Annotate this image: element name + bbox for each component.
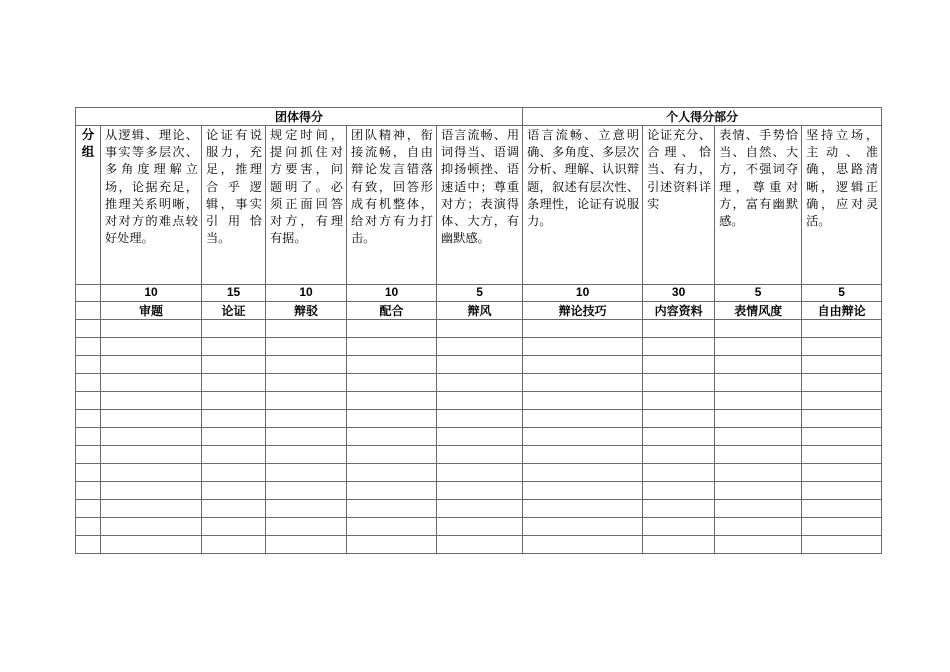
score-entry-cell[interactable]: [266, 446, 347, 464]
score-entry-cell[interactable]: [523, 446, 643, 464]
criteria-cell: 坚持立场，主动、准确，思路清晰，逻辑正确，应对灵活。: [802, 126, 882, 285]
score-row-lead-cell: [76, 285, 101, 302]
category-row-lead-cell: [76, 302, 101, 320]
score-entry-cell[interactable]: [347, 518, 437, 536]
score-entry-cell[interactable]: [715, 464, 802, 482]
score-entry-cell[interactable]: [76, 536, 101, 554]
score-entry-cell[interactable]: [76, 392, 101, 410]
score-cell: 10: [523, 285, 643, 302]
score-entry-cell[interactable]: [643, 518, 715, 536]
score-entry-cell[interactable]: [76, 410, 101, 428]
score-entry-cell[interactable]: [76, 338, 101, 356]
score-row: [76, 285, 882, 302]
score-entry-cell[interactable]: [437, 482, 523, 500]
score-cell: 30: [643, 285, 715, 302]
score-entry-row: [76, 482, 882, 500]
score-entry-cell[interactable]: [715, 500, 802, 518]
score-entry-cell[interactable]: [437, 392, 523, 410]
score-entry-cell[interactable]: [76, 464, 101, 482]
score-entry-cell[interactable]: [643, 536, 715, 554]
score-entry-cell[interactable]: [266, 428, 347, 446]
score-entry-cell[interactable]: [643, 428, 715, 446]
score-entry-cell[interactable]: [101, 374, 202, 392]
score-entry-cell[interactable]: [266, 518, 347, 536]
score-entry-cell[interactable]: [643, 392, 715, 410]
score-entry-cell[interactable]: [202, 536, 266, 554]
team-score-header: 团体得分: [76, 108, 523, 126]
score-entry-row: [76, 320, 882, 338]
group-label: 分组: [76, 126, 101, 285]
score-entry-cell[interactable]: [347, 536, 437, 554]
score-entry-cell[interactable]: [101, 320, 202, 338]
criteria-cell: 论证充分、合理、恰当、有力，引述资料详实: [643, 126, 715, 285]
score-cell: 5: [437, 285, 523, 302]
score-entry-cell[interactable]: [347, 356, 437, 374]
score-entry-cell[interactable]: [266, 374, 347, 392]
criteria-cell: 论证有说服力，充足，推理合乎逻辑，事实引用恰当。: [202, 126, 266, 285]
score-entry-row: [76, 500, 882, 518]
score-entry-cell[interactable]: [437, 356, 523, 374]
score-entry-cell[interactable]: [202, 428, 266, 446]
score-entry-cell[interactable]: [76, 518, 101, 536]
score-entry-cell[interactable]: [715, 428, 802, 446]
score-entry-cell[interactable]: [101, 500, 202, 518]
category-cell: 内容资料: [643, 302, 715, 320]
score-entry-cell[interactable]: [202, 446, 266, 464]
score-entry-cell[interactable]: [266, 320, 347, 338]
score-entry-cell[interactable]: [523, 518, 643, 536]
score-entry-cell[interactable]: [101, 536, 202, 554]
score-entry-cell[interactable]: [523, 320, 643, 338]
score-entry-cell[interactable]: [347, 338, 437, 356]
score-entry-cell[interactable]: [76, 374, 101, 392]
category-cell: 审题: [101, 302, 202, 320]
score-entry-cell[interactable]: [347, 410, 437, 428]
score-cell: 5: [802, 285, 882, 302]
score-cell: 10: [347, 285, 437, 302]
score-entry-cell[interactable]: [523, 374, 643, 392]
score-entry-cell[interactable]: [202, 410, 266, 428]
score-entry-cell[interactable]: [347, 392, 437, 410]
score-entry-cell[interactable]: [715, 482, 802, 500]
score-entry-cell[interactable]: [643, 320, 715, 338]
score-entry-cell[interactable]: [643, 338, 715, 356]
score-entry-cell[interactable]: [202, 482, 266, 500]
score-entry-cell[interactable]: [643, 374, 715, 392]
score-entry-row: [76, 392, 882, 410]
score-entry-cell[interactable]: [715, 320, 802, 338]
score-entry-cell[interactable]: [715, 356, 802, 374]
category-cell: 辩风: [437, 302, 523, 320]
debate-score-table: [75, 107, 882, 554]
score-entry-cell[interactable]: [202, 374, 266, 392]
score-entry-cell[interactable]: [802, 356, 882, 374]
score-entry-cell[interactable]: [802, 374, 882, 392]
header-row: [76, 108, 882, 126]
score-entry-cell[interactable]: [802, 428, 882, 446]
score-entry-cell[interactable]: [266, 500, 347, 518]
score-entry-cell[interactable]: [715, 410, 802, 428]
score-entry-cell[interactable]: [437, 338, 523, 356]
score-entry-cell[interactable]: [76, 428, 101, 446]
score-entry-cell[interactable]: [202, 500, 266, 518]
score-entry-cell[interactable]: [101, 338, 202, 356]
category-cell: 自由辩论: [802, 302, 882, 320]
score-entry-cell[interactable]: [202, 338, 266, 356]
criteria-cell: 语言流畅、立意明确、多角度、多层次分析、理解、认识辩题，叙述有层次性、条理性，论证有说服力。: [523, 126, 643, 285]
score-entry-cell[interactable]: [76, 482, 101, 500]
score-entry-cell[interactable]: [437, 536, 523, 554]
score-entry-cell[interactable]: [76, 446, 101, 464]
score-cell: 10: [266, 285, 347, 302]
score-entry-cell[interactable]: [643, 464, 715, 482]
score-entry-cell[interactable]: [643, 410, 715, 428]
category-cell: 论证: [202, 302, 266, 320]
score-entry-cell[interactable]: [101, 518, 202, 536]
score-entry-cell[interactable]: [802, 320, 882, 338]
score-entry-cell[interactable]: [437, 464, 523, 482]
score-entry-row: [76, 464, 882, 482]
score-entry-cell[interactable]: [437, 320, 523, 338]
score-entry-cell[interactable]: [643, 446, 715, 464]
score-entry-row: [76, 446, 882, 464]
score-entry-cell[interactable]: [523, 482, 643, 500]
score-cell: 5: [715, 285, 802, 302]
score-entry-cell[interactable]: [76, 500, 101, 518]
score-entry-row: [76, 356, 882, 374]
score-entry-row: [76, 536, 882, 554]
score-cell: 15: [202, 285, 266, 302]
score-entry-cell[interactable]: [101, 392, 202, 410]
score-entry-cell[interactable]: [101, 464, 202, 482]
score-entry-row: [76, 374, 882, 392]
score-entry-cell[interactable]: [266, 392, 347, 410]
score-entry-cell[interactable]: [802, 482, 882, 500]
category-cell: 表情风度: [715, 302, 802, 320]
score-entry-cell[interactable]: [347, 500, 437, 518]
score-entry-cell[interactable]: [266, 410, 347, 428]
score-entry-cell[interactable]: [523, 338, 643, 356]
score-entry-cell[interactable]: [523, 356, 643, 374]
score-entry-cell[interactable]: [715, 374, 802, 392]
score-entry-cell[interactable]: [101, 410, 202, 428]
score-entry-cell[interactable]: [802, 338, 882, 356]
score-entry-cell[interactable]: [643, 500, 715, 518]
score-entry-cell[interactable]: [437, 410, 523, 428]
criteria-cell: 规定时间，提问抓住对方要害，问题明了。必须正面回答对方，有理有据。: [266, 126, 347, 285]
score-entry-cell[interactable]: [437, 428, 523, 446]
score-entry-cell[interactable]: [437, 374, 523, 392]
score-entry-cell[interactable]: [347, 482, 437, 500]
category-cell: 辩论技巧: [523, 302, 643, 320]
category-cell: 辩驳: [266, 302, 347, 320]
score-entry-cell[interactable]: [202, 356, 266, 374]
score-entry-cell[interactable]: [523, 410, 643, 428]
individual-score-header: 个人得分部分: [523, 108, 882, 126]
score-entry-row: [76, 410, 882, 428]
score-entry-cell[interactable]: [523, 428, 643, 446]
score-entry-cell[interactable]: [643, 356, 715, 374]
score-entry-row: [76, 338, 882, 356]
score-cell: 10: [101, 285, 202, 302]
score-entry-cell[interactable]: [715, 338, 802, 356]
score-entry-cell[interactable]: [202, 518, 266, 536]
score-entry-cell[interactable]: [347, 428, 437, 446]
score-entry-cell[interactable]: [802, 392, 882, 410]
criteria-cell: 从逻辑、理论、事实等多层次、多角度理解立场，论据充足，推理关系明晰，对对方的难点较好处理。: [101, 126, 202, 285]
category-row: [76, 302, 882, 320]
score-entry-cell[interactable]: [437, 500, 523, 518]
score-entry-cell[interactable]: [266, 536, 347, 554]
score-entry-cell[interactable]: [202, 464, 266, 482]
score-entry-row: [76, 518, 882, 536]
score-entry-cell[interactable]: [715, 536, 802, 554]
score-entry-cell[interactable]: [76, 320, 101, 338]
score-entry-cell[interactable]: [347, 464, 437, 482]
score-entry-cell[interactable]: [802, 518, 882, 536]
score-entry-cell[interactable]: [202, 320, 266, 338]
score-entry-cell[interactable]: [101, 446, 202, 464]
criteria-row: [76, 126, 882, 285]
score-entry-cell[interactable]: [523, 464, 643, 482]
score-entry-cell[interactable]: [523, 392, 643, 410]
score-entry-cell[interactable]: [715, 392, 802, 410]
criteria-cell: 语言流畅、用词得当、语调抑扬顿挫、语速适中；尊重对方；表演得体、大方，有幽默感。: [437, 126, 523, 285]
score-entry-cell[interactable]: [101, 482, 202, 500]
score-entry-cell[interactable]: [76, 356, 101, 374]
score-entry-cell[interactable]: [802, 410, 882, 428]
score-entry-cell[interactable]: [643, 482, 715, 500]
score-entry-cell[interactable]: [347, 320, 437, 338]
score-entry-cell[interactable]: [802, 446, 882, 464]
score-entry-cell[interactable]: [523, 536, 643, 554]
score-entry-cell[interactable]: [266, 464, 347, 482]
score-entry-cell[interactable]: [101, 428, 202, 446]
score-entry-cell[interactable]: [266, 482, 347, 500]
score-entry-row: [76, 428, 882, 446]
score-entry-cell[interactable]: [202, 392, 266, 410]
score-entry-cell[interactable]: [347, 374, 437, 392]
score-entry-cell[interactable]: [266, 356, 347, 374]
score-entry-cell[interactable]: [266, 338, 347, 356]
score-entry-cell[interactable]: [802, 536, 882, 554]
score-entry-cell[interactable]: [437, 518, 523, 536]
score-entry-cell[interactable]: [715, 446, 802, 464]
score-entry-cell[interactable]: [715, 518, 802, 536]
score-entry-cell[interactable]: [802, 500, 882, 518]
score-entry-cell[interactable]: [802, 464, 882, 482]
category-cell: 配合: [347, 302, 437, 320]
criteria-cell: 表情、手势恰当、自然、大方，不强词夺理，尊重对方，富有幽默感。: [715, 126, 802, 285]
score-entry-cell[interactable]: [101, 356, 202, 374]
score-entry-cell[interactable]: [347, 446, 437, 464]
score-entry-cell[interactable]: [437, 446, 523, 464]
criteria-cell: 团队精神，衔接流畅，自由辩论发言错落有致，回答形成有机整体，给对方有力打击。: [347, 126, 437, 285]
score-entry-cell[interactable]: [523, 500, 643, 518]
